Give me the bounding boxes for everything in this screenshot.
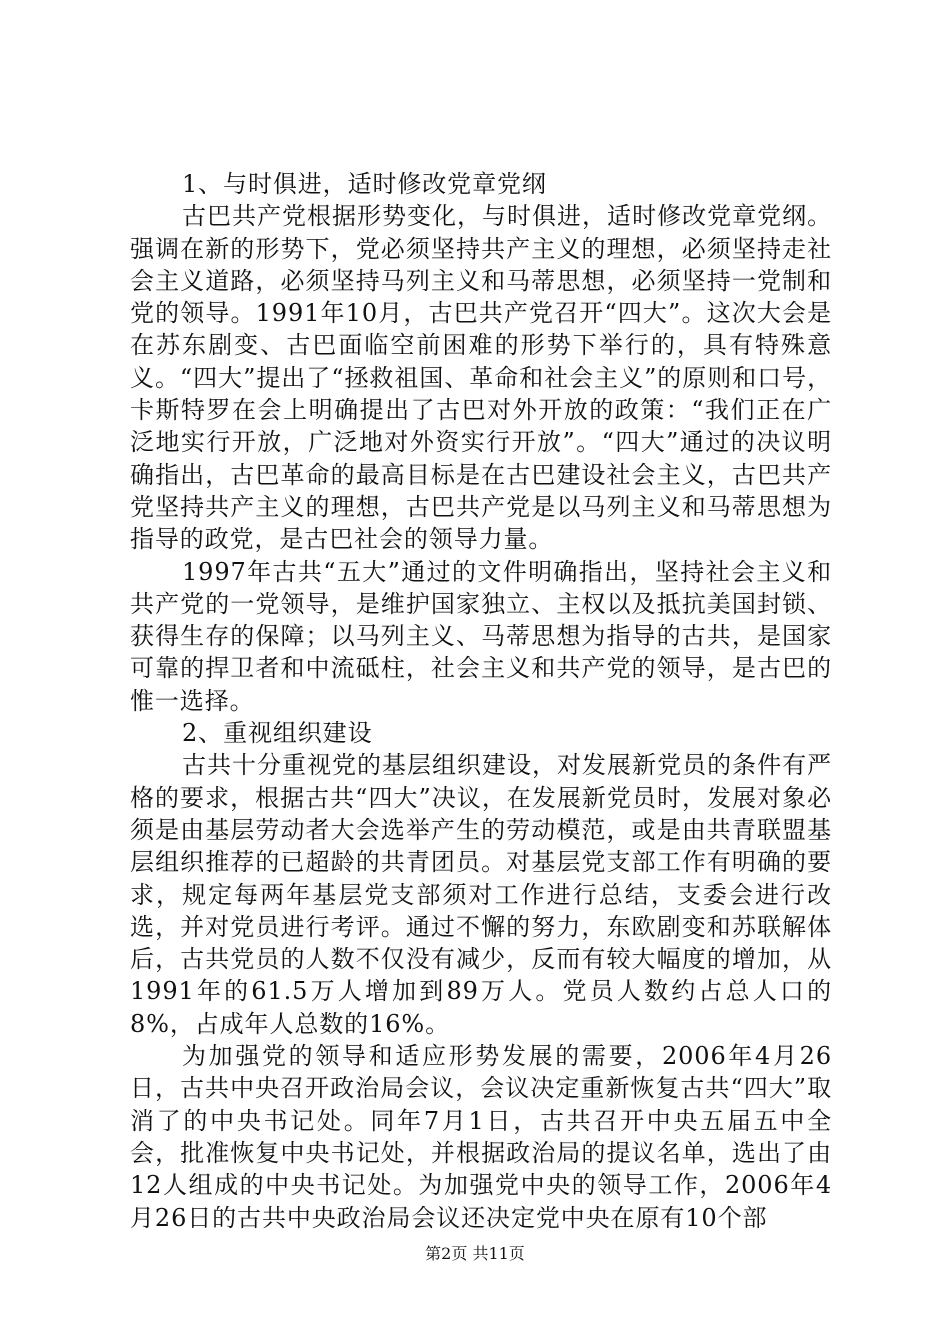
document-body (130, 168, 832, 1234)
body-paragraph: 古共十分重视党的基层组织建设，对发展新党员的条件有严格的要求，根据古共“四大”决议，在发展新党员时，发展对象必须是由基层劳动者大会选举产生的劳动模范，或是由共青联盟基层组织推荐的已超龄的共青团员。对基层党支部工作有明确的要求，规定每两年基层党支部须对工作进行总结，支委会进行改选，并对党员进行考评。通过不懈的努力，东欧剧变和苏联解体后，古共党员的人数不仅没有减少，反而有较大幅度的增加，从1991年的61.5万人增加到89万人。党员人数约占总人口的8%，占成年人总数的16%。 (130, 751, 832, 1038)
section-heading-1: 1、与时俱进，适时修改党章党纲 (182, 170, 547, 198)
page-footer: 第2页 共11页 (425, 1244, 525, 1263)
body-paragraph: 为加强党的领导和适应形势发展的需要，2006年4月26日，古共中央召开政治局会议，会议决定重新恢复古共“四大”取消了的中央书记处。同年7月1日，古共召开中央五届五中全会，批准恢复中央书记处，并根据政治局的提议名单，选出了由12人组成的中央书记处。为加强党中央的领导工作，2006年4月26日的古共中央政治局会议还决定党中央在原有10个部 (130, 1042, 832, 1232)
body-paragraph: 古巴共产党根据形势变化，与时俱进，适时修改党章党纲。强调在新的形势下，党必须坚持共产主义的理想，必须坚持走社会主义道路，必须坚持马列主义和马蒂思想，必须坚持一党制和党的领导。1991年10月，古巴共产党召开“四大”。这次大会是在苏东剧变、古巴面临空前困难的形势下举行的，具有特殊意义。“四大”提出了“拯救祖国、革命和社会主义”的原则和口号，卡斯特罗在会上明确提出了古巴对外开放的政策：“我们正在广泛地实行开放，广泛地对外资实行开放”。“四大”通过的决议明确指出，古巴革命的最高目标是在古巴建设社会主义，古巴共产党坚持共产主义的理想，古巴共产党是以马列主义和马蒂思想为指导的政党，是古巴社会的领导力量。 (130, 202, 832, 554)
section-heading-2: 2、重视组织建设 (182, 719, 373, 748)
body-paragraph: 1997年古共“五大”通过的文件明确指出，坚持社会主义和共产党的一党领导，是维护国家独立、主权以及抵抗美国封锁、获得生存的保障；以马列主义、马蒂思想为指导的古共，是国家可靠的捍卫者和中流砥柱，社会主义和共产党的领导，是古巴的惟一选择。 (130, 557, 832, 715)
